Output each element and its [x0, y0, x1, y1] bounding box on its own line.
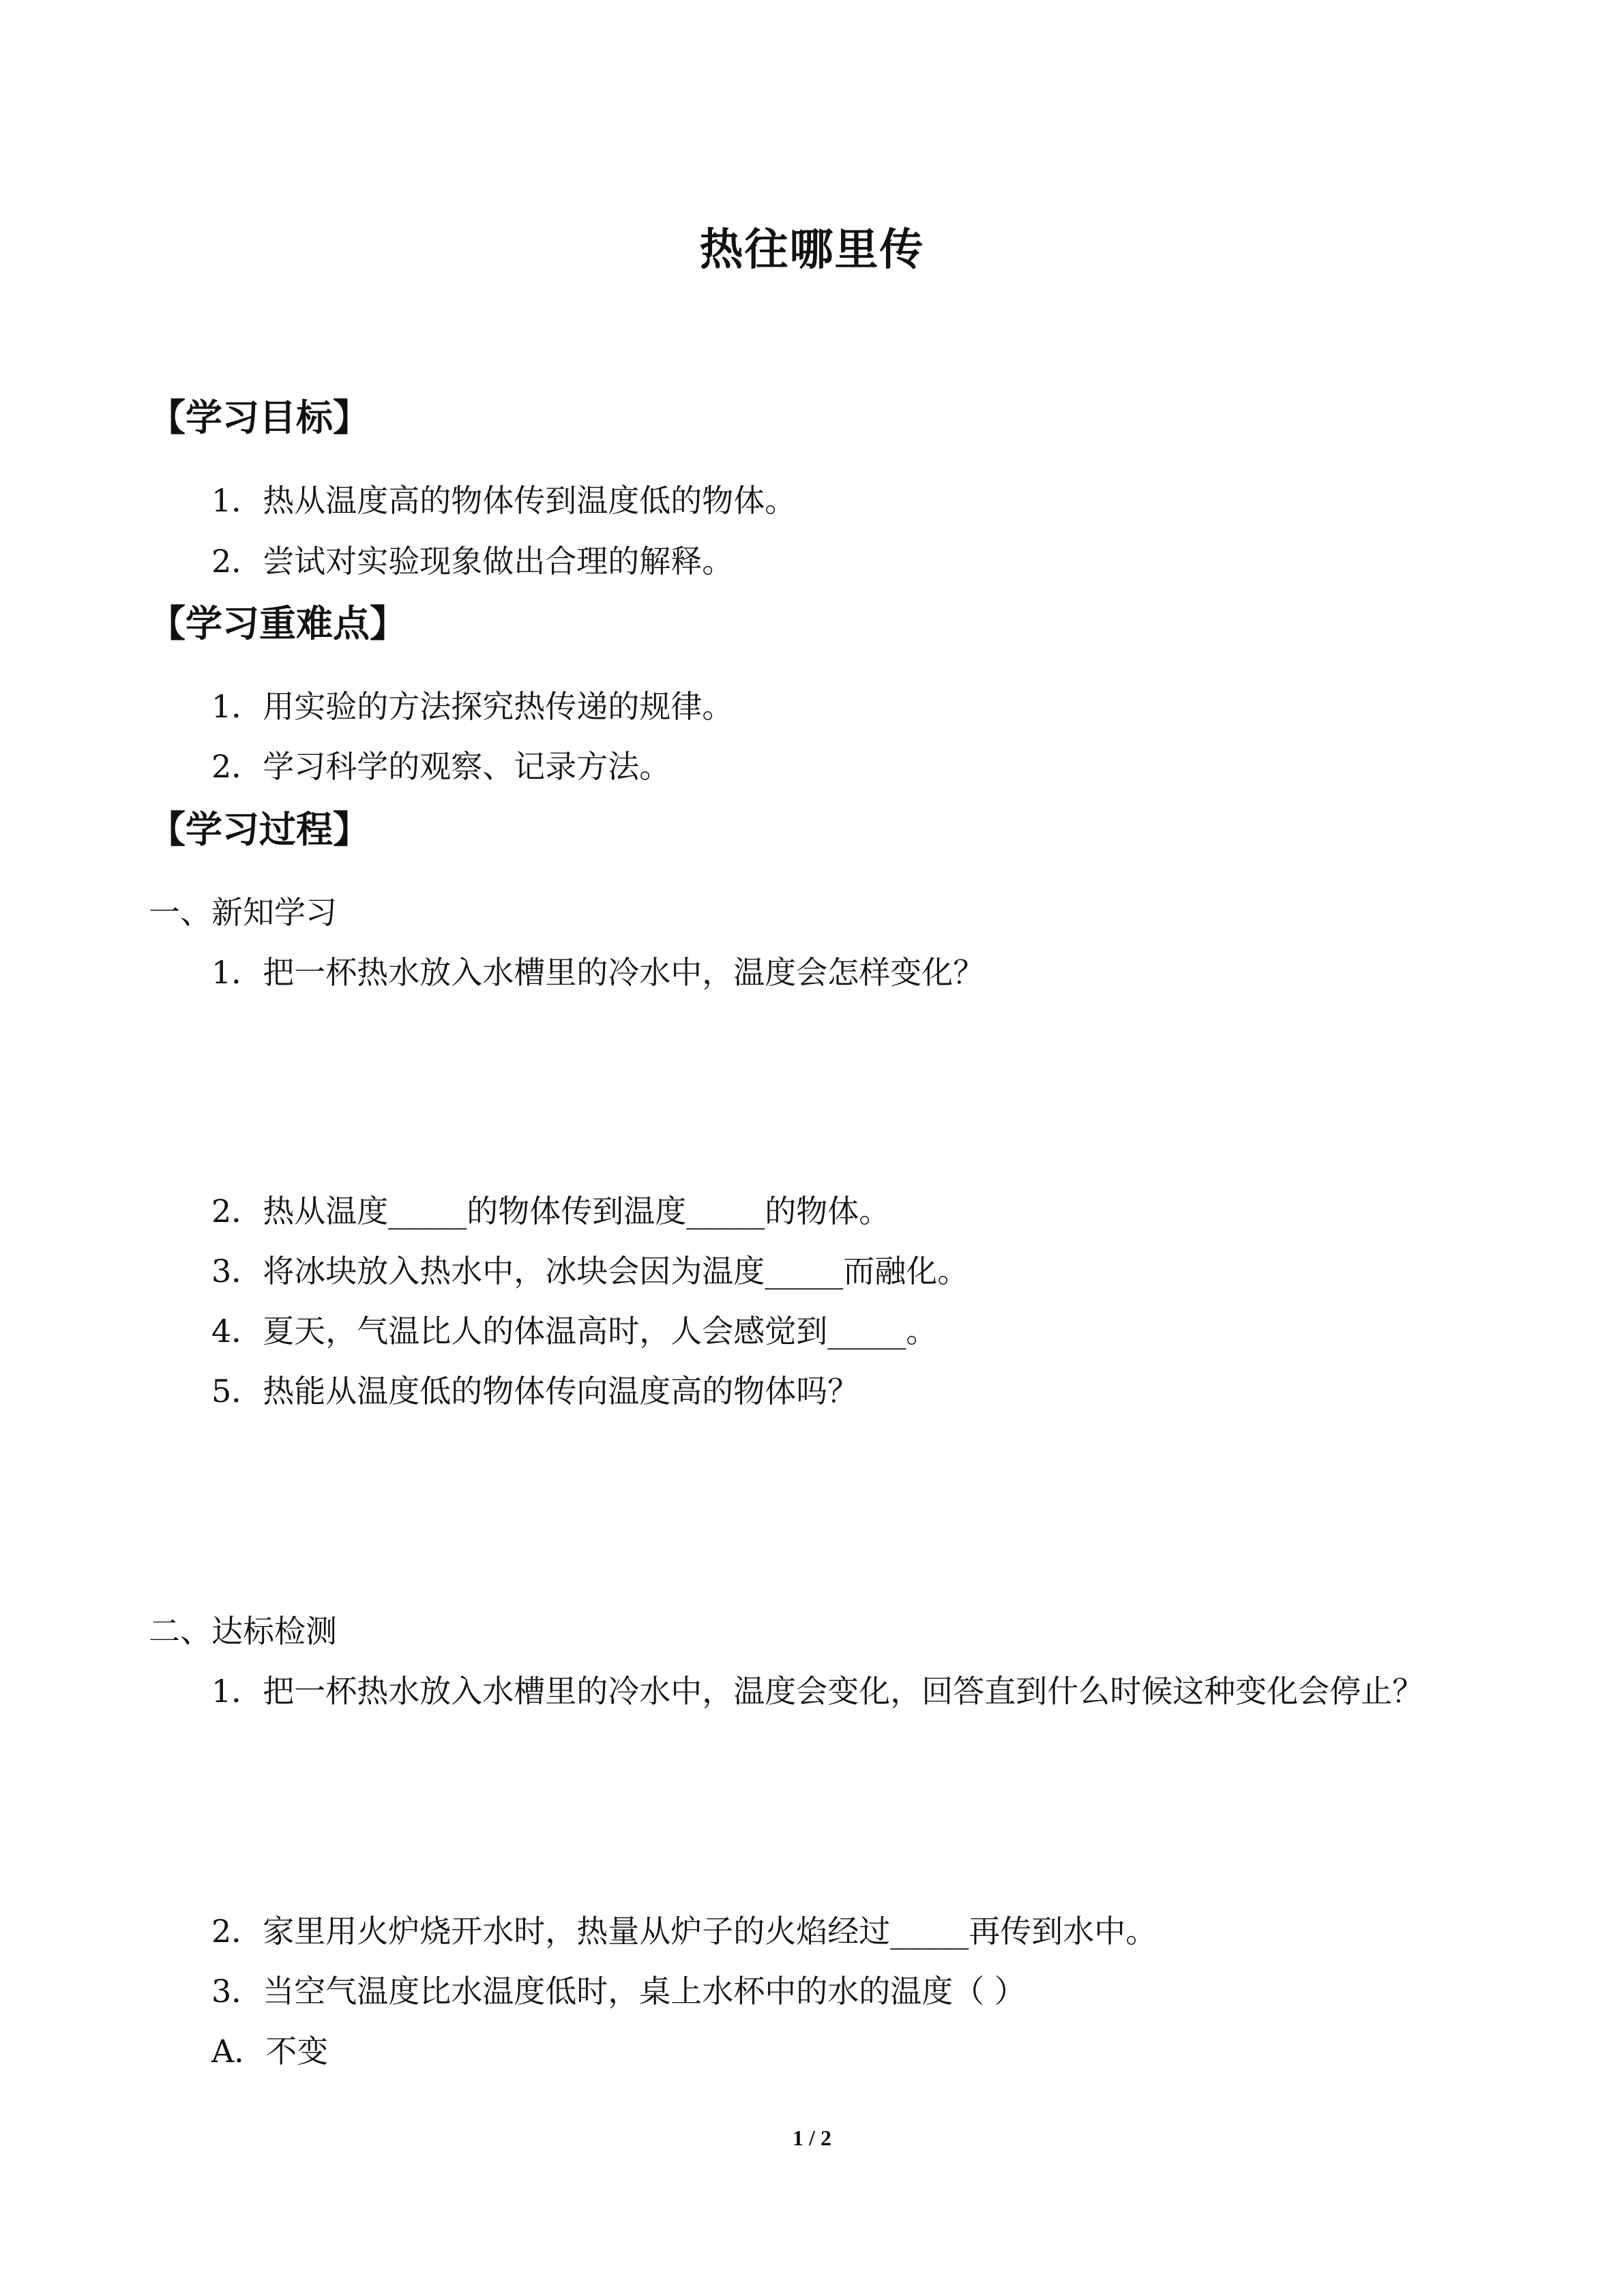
- key-points-heading: 【学习重难点】: [149, 602, 407, 645]
- new-knowledge-label: 一、新知学习: [149, 894, 337, 931]
- objective-item-1: 1．热从温度高的物体传到温度低的物体。: [211, 482, 797, 519]
- question-item: 5．热能从温度低的物体传向温度高的物体吗？: [211, 1373, 859, 1410]
- page-title: 热往哪里传: [699, 225, 925, 275]
- question-item: 2．热从温度_____的物体传到温度_____的物体。: [211, 1193, 891, 1229]
- question-item: 4．夏天，气温比人的体温高时，人会感觉到_____。: [211, 1313, 938, 1350]
- question-item: 1．把一杯热水放入水槽里的冷水中，温度会怎样变化？: [211, 954, 985, 991]
- assessment-item: 3．当空气温度比水温度低时，桌上水杯中的水的温度（ ）: [211, 1973, 1026, 2010]
- assessment-option: A．不变: [211, 2033, 329, 2070]
- assessment-label: 二、达标检测: [149, 1613, 337, 1650]
- process-heading: 【学习过程】: [149, 808, 370, 851]
- objectives-heading: 【学习目标】: [149, 396, 370, 439]
- objective-item-2: 2．尝试对实验现象做出合理的解释。: [211, 543, 734, 580]
- assessment-item: 2．家里用火炉烧开水时，热量从炉子的火焰经过_____再传到水中。: [211, 1913, 1157, 1950]
- page-number: 1 / 2: [793, 2126, 831, 2150]
- assessment-item: 1．把一杯热水放入水槽里的冷水中，温度会变化，回答直到什么时候这种变化会停止？: [211, 1673, 1424, 1710]
- key-point-item-1: 1．用实验的方法探究热传递的规律。: [211, 688, 734, 725]
- question-item: 3．将冰块放入热水中，冰块会因为温度_____而融化。: [211, 1253, 969, 1289]
- key-point-item-2: 2．学习科学的观察、记录方法。: [211, 748, 671, 785]
